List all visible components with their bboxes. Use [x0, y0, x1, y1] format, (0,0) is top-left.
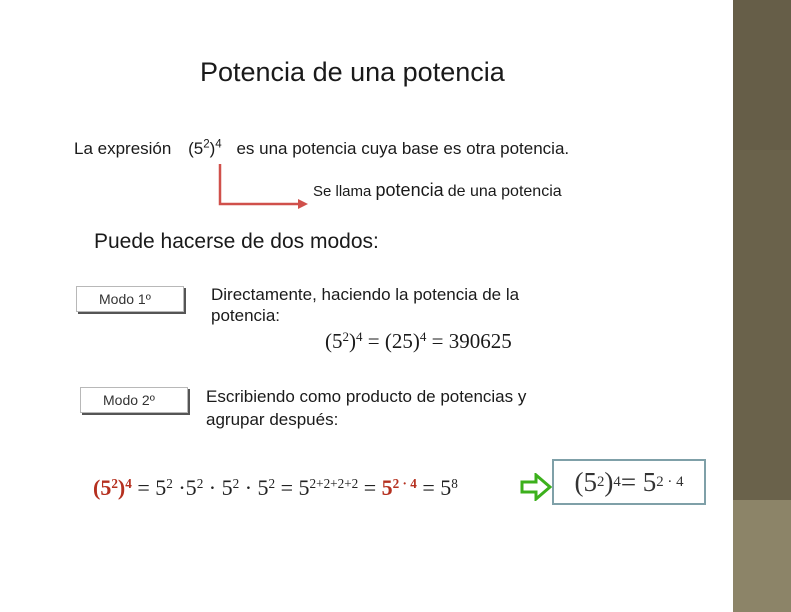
f2-exp: 2: [232, 475, 240, 491]
mode-1-formula: [325, 329, 512, 354]
f1-exp: 4: [356, 328, 363, 344]
page-title: Potencia de una potencia: [200, 57, 505, 87]
f2-red-exp: 2 · 4: [392, 475, 417, 491]
result-part: = 5: [620, 466, 657, 497]
f1-exp: 4: [419, 328, 427, 344]
modes-heading: Puede hacerse de dos modos:: [94, 230, 379, 253]
called-line: [313, 180, 562, 201]
mode-2-description: [206, 385, 526, 431]
f2-red-exp: 2: [111, 475, 118, 491]
f2-exp: 8: [451, 475, 458, 491]
intro-prefix: La expresión: [74, 139, 172, 158]
result-part: ): [604, 466, 614, 497]
f2-red-close: ): [117, 475, 126, 500]
intro-suffix: es una potencia cuya base es otra potencia.: [236, 139, 570, 158]
called-prefix: Se llama: [313, 183, 372, 200]
f2-red-result: [382, 475, 417, 500]
f2-part: · 5: [203, 475, 233, 500]
mode-1-description: [211, 284, 519, 326]
f2-part: = 5: [275, 475, 310, 500]
f2-part: ·5: [172, 475, 197, 500]
result-part: (5: [574, 466, 597, 497]
mode-1-line2: potencia:: [211, 306, 280, 325]
intro-expr-base: (5: [188, 139, 204, 158]
mode-2-button[interactable]: [80, 387, 188, 413]
called-term-rest: de una potencia: [447, 183, 562, 200]
f2-red-part: [93, 475, 132, 500]
f2-exp: 2: [268, 475, 276, 491]
mode-2-line2: agrupar después:: [206, 410, 339, 429]
intro-expr-exp1: 2: [203, 138, 210, 151]
f1-exp: 2: [342, 328, 350, 344]
mode-2-formula: [93, 475, 458, 501]
f2-red-base: (5: [93, 475, 112, 500]
f2-part: =: [358, 475, 382, 500]
f1-part: = (25): [362, 329, 420, 353]
intro-expr-exp2: 4: [215, 138, 222, 151]
f1-part: ): [349, 329, 357, 353]
f1-part: (5: [325, 329, 343, 353]
f1-part: = 390625: [426, 329, 512, 353]
mode-2-label: Modo 2º: [103, 392, 155, 408]
called-term-big: potencia: [375, 180, 444, 200]
right-arrow-icon: [520, 473, 552, 501]
f2-red-exp: 4: [125, 475, 132, 491]
f2-exp: 2+2+2+2: [309, 475, 359, 491]
intro-expr-close: ): [209, 139, 216, 158]
mode-1-line1: Directamente, haciendo la potencia de la: [211, 285, 520, 304]
result-box: (5 2 ) 4 = 5 2 · 4: [552, 459, 706, 505]
f2-exp: 2: [196, 475, 204, 491]
f2-part: · 5: [239, 475, 269, 500]
f2-red-base5: 5: [381, 475, 393, 500]
mode-1-label: Modo 1º: [99, 291, 151, 307]
mode-2-line1: Escribiendo como producto de potencias y: [206, 387, 527, 406]
f2-exp: 2: [166, 475, 173, 491]
f2-part: = 5: [416, 475, 452, 500]
mode-1-button[interactable]: [76, 286, 184, 312]
f2-part: = 5: [131, 475, 167, 500]
